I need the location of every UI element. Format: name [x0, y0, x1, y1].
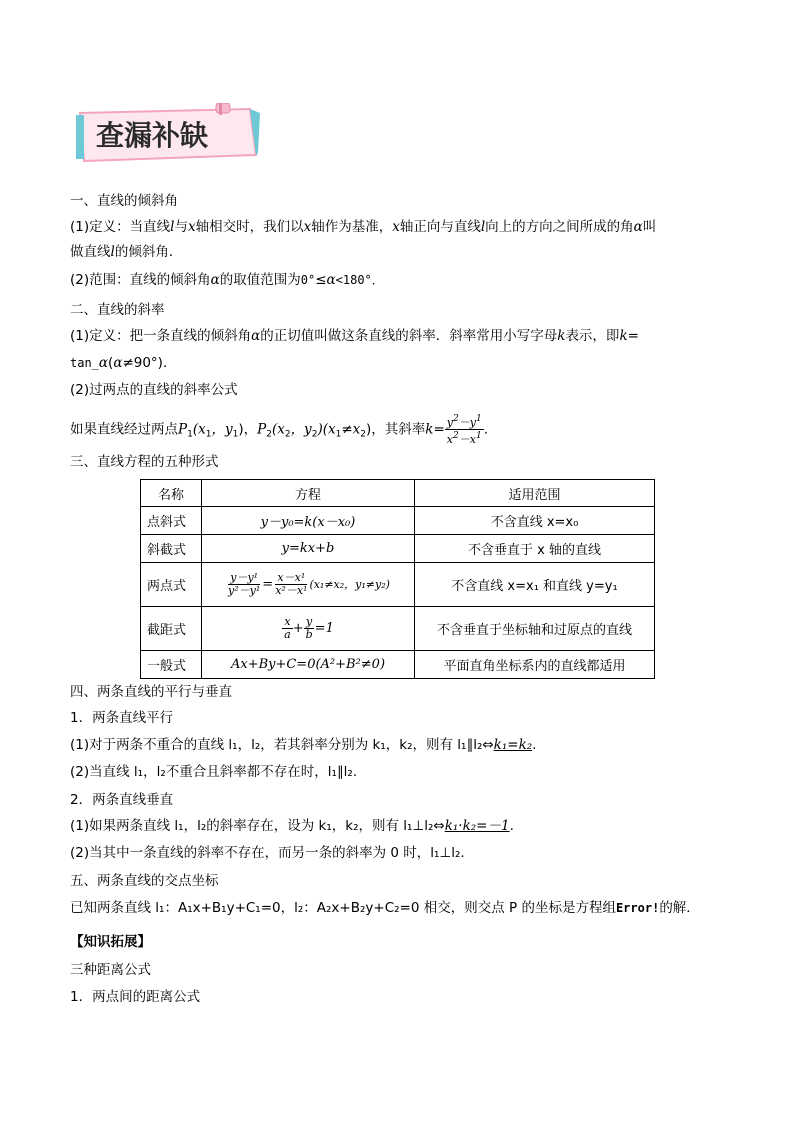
row-name: 截距式: [141, 607, 202, 651]
row-equation: Ax+By+C=0(A²+B²≠0): [202, 651, 415, 679]
slope-fraction: $\frac{y^2-y^1}{x^2-x^1}$: [446, 414, 482, 446]
sec2-heading: 二、直线的斜率: [70, 302, 165, 318]
sec4-perp-p2: (2)当其中一条直线的斜率不存在，而另一条的斜率为 0 时，l₁⊥l₂.: [70, 845, 465, 861]
sec4-sub-perpendicular: 2．两条直线垂直: [70, 792, 174, 808]
sec5-heading: 五、两条直线的交点坐标: [70, 873, 219, 889]
sec4-parallel-p1: (1)对于两条不重合的直线 l₁，l₂，若其斜率分别为 k₁，k₂，则有 l₁∥l₂⇔k₁=k₂.: [70, 737, 537, 753]
ext-title: 三种距离公式: [70, 962, 151, 978]
row-scope: 不含直线 x=x₁ 和直线 y=y₁: [415, 563, 655, 607]
banner-title: 查漏补缺: [96, 119, 209, 152]
table-row: [141, 535, 655, 563]
row-scope: 不含垂直于坐标轴和过原点的直线: [415, 607, 655, 651]
col-header-name: 名称: [141, 480, 202, 507]
sec4-heading: 四、两条直线的平行与垂直: [70, 684, 232, 700]
table-header-row: [141, 480, 655, 507]
row-name: 斜截式: [141, 535, 202, 563]
sec4-parallel-p2: (2)当直线 l₁，l₂不重合且斜率都不存在时，l₁∥l₂.: [70, 764, 358, 780]
sec4-perp-p1: (1)如果两条直线 l₁，l₂的斜率存在，设为 k₁，k₂，则有 l₁⊥l₂⇔k₁·k₂=－1.: [70, 818, 514, 834]
table-row: [141, 563, 655, 607]
col-header-scope: 适用范围: [415, 480, 655, 507]
ext-heading: 【知识拓展】: [70, 934, 151, 950]
row-equation: y－y₀=k(x－x₀): [202, 507, 415, 535]
row-scope: 不含直线 x=x₀: [415, 507, 655, 535]
row-equation: $\frac{\text{y－y¹}}{\text{y²－y¹}}$ = $\frac{\text{x－x¹}}{\text{x²－x¹}}$ (x₁≠x₂，y₁≠y₂): [202, 563, 415, 607]
row-scope: 平面直角坐标系内的直线都适用: [415, 651, 655, 679]
row-name: 点斜式: [141, 507, 202, 535]
sec4-sub-parallel: 1．两条直线平行: [70, 710, 174, 726]
sec1-range: (2)范围：直线的倾斜角α的取值范围为0°≤α<180°．: [70, 272, 384, 288]
sec1-definition: (1)定义：当直线l与x轴相交时，我们以x轴作为基准，x轴正向与直线l向上的方向之间所成的角α叫: [70, 219, 657, 235]
row-equation: y=kx+b: [202, 535, 415, 563]
col-header-equation: 方程: [202, 480, 415, 507]
table-row: [141, 651, 655, 679]
row-name: 两点式: [141, 563, 202, 607]
sec2-formula-title: (2)过两点的直线的斜率公式: [70, 382, 238, 398]
ext-item1: 1．两点间的距离公式: [70, 989, 201, 1005]
sec2-slope-formula: 如果直线经过两点$P_1(x_1$，$y_1$)，$P_2(x_2$，$y_2)(x_1\ne x_2)$，其斜率k= $\frac{y^2-y^1}{x^2-x^1}$ .: [70, 414, 488, 446]
sec5-intersection: 已知两条直线 l₁：A₁x+B₁y+C₁=0，l₂：A₂x+B₂y+C₂=0 相交，则交点 P 的坐标是方程组Error!的解．: [70, 900, 700, 916]
row-name: 一般式: [141, 651, 202, 679]
row-scope: 不含垂直于 x 轴的直线: [415, 535, 655, 563]
line-equation-table: [140, 479, 655, 679]
table-row: [141, 507, 655, 535]
sec2-definition: (1)定义：把一条直线的倾斜角α的正切值叫做这条直线的斜率．斜率常用小写字母k表示，即k=: [70, 328, 639, 344]
section-banner: [74, 103, 264, 165]
sec1-definition-cont: 做直线l的倾斜角．: [70, 244, 183, 260]
row-equation: $\frac{x}{a}$ + $\frac{y}{b}$ =1: [202, 607, 415, 651]
sec2-definition-cont: tan_α(α≠90°)．: [70, 355, 177, 371]
table-row: [141, 607, 655, 651]
sec3-heading: 三、直线方程的五种形式: [70, 454, 219, 470]
sec1-heading: 一、直线的倾斜角: [70, 193, 178, 209]
